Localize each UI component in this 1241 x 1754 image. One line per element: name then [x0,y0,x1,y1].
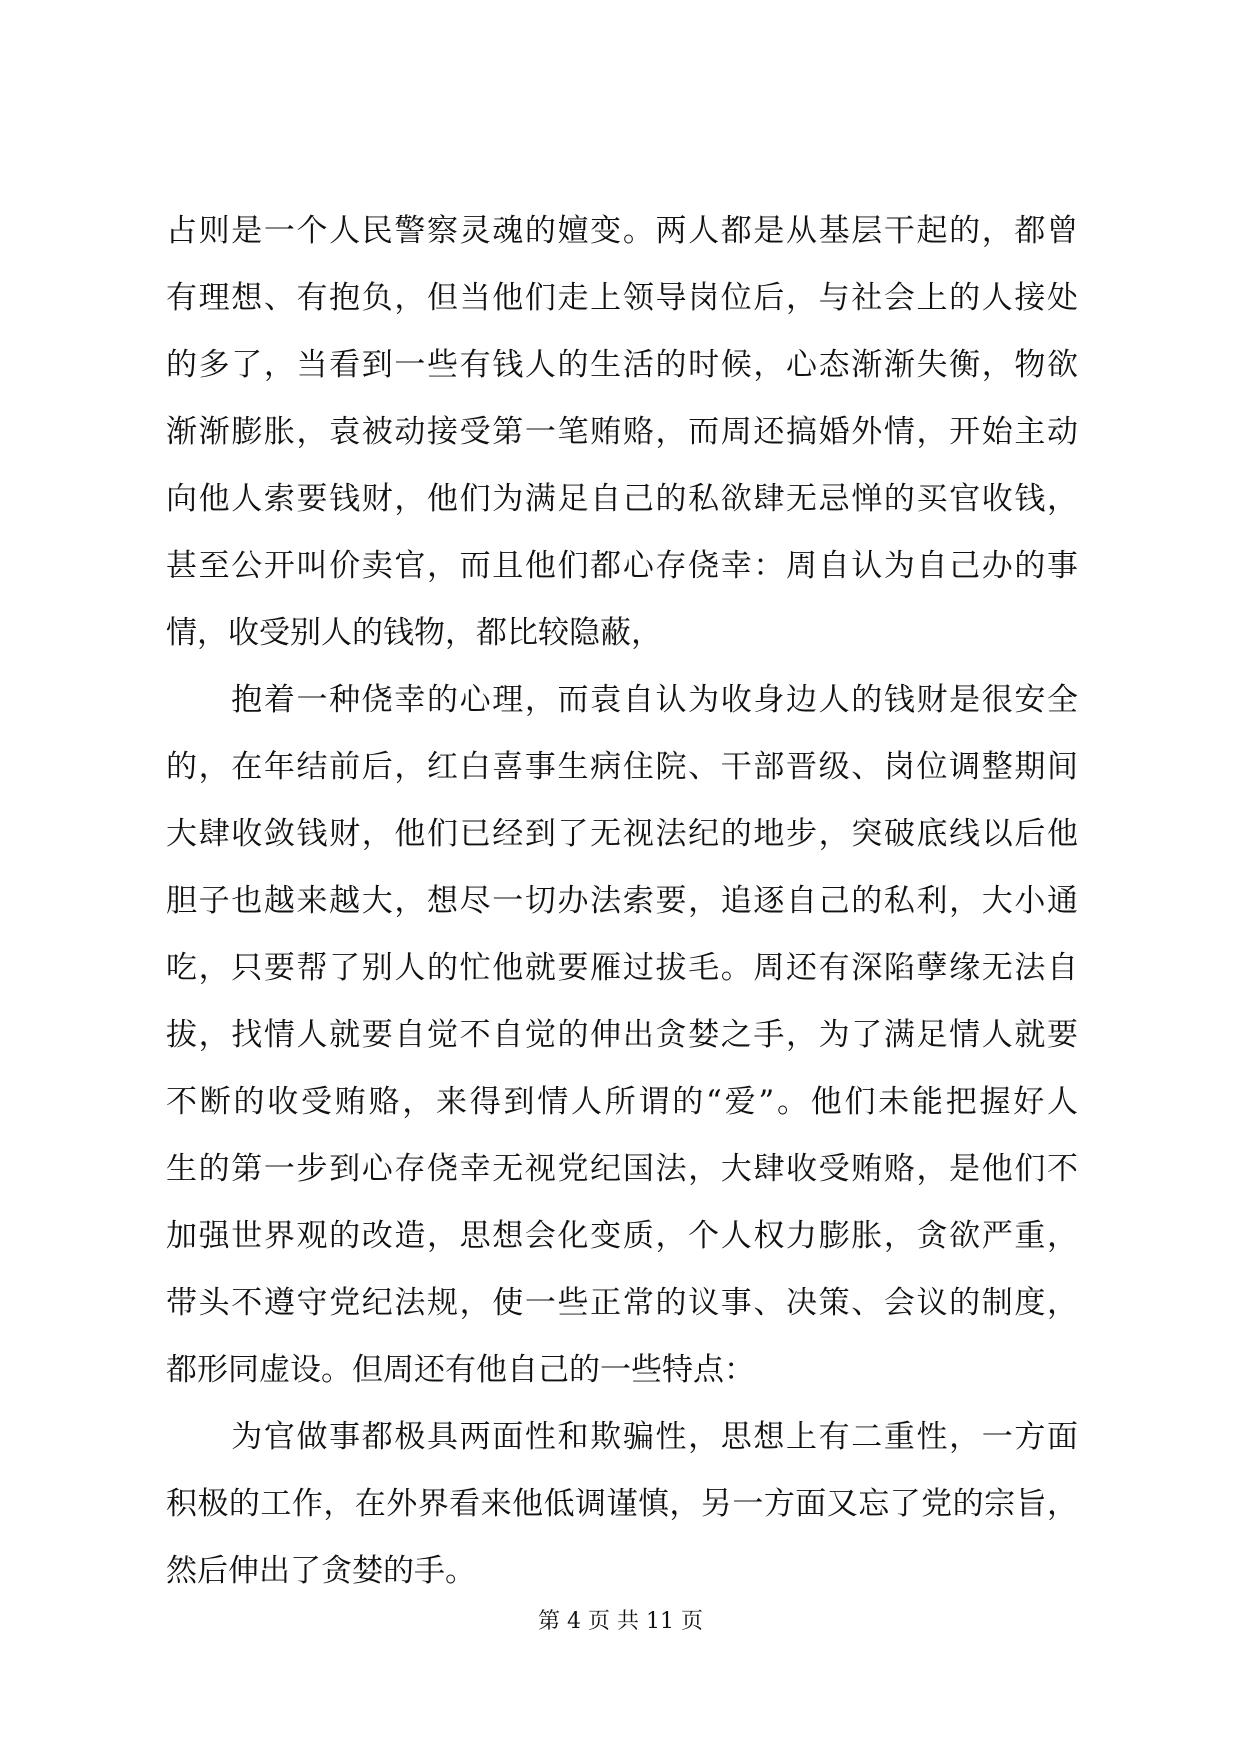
text-line: 的，在年结前后，红白喜事生病住院、干部晋级、岗位调整期间 [166,749,1078,785]
text-line: 甚至公开叫价卖官，而且他们都心存侥幸：周自认为自己办的事 [166,548,1078,584]
text-line: 情，收受别人的钱物，都比较隐蔽， [166,615,662,651]
text-line: 向他人索要钱财，他们为满足自己的私欲肆无忌惮的买官收钱， [166,481,1078,517]
text-line: 吃，只要帮了别人的忙他就要雁过拔毛。周还有深陷孽缘无法自 [166,950,1078,986]
text-line: 的多了，当看到一些有钱人的生活的时候，心态渐渐失衡，物欲 [166,347,1078,383]
text-line: 带头不遵守党纪法规，使一些正常的议事、决策、会议的制度， [166,1285,1078,1321]
text-line: 占则是一个人民警察灵魂的嬗变。两人都是从基层干起的，都曾 [166,213,1078,249]
text-line: 不断的收受贿赂，来得到情人所谓的“爱”。他们未能把握好人 [166,1084,1078,1120]
text-line: 胆子也越来越大，想尽一切办法索要，追逐自己的私利，大小通 [166,883,1078,919]
page-footer: 第 4 页 共 11 页 [538,1609,703,1634]
text-line: 积极的工作，在外界看来他低调谨慎，另一方面又忘了党的宗旨， [166,1486,1078,1522]
text-line: 然后伸出了贪婪的手。 [166,1553,476,1589]
text-line: 为官做事都极具两面性和欺骗性，思想上有二重性，一方面 [166,1419,1078,1455]
text-line: 拔，找情人就要自觉不自觉的伸出贪婪之手，为了满足情人就要 [166,1017,1078,1053]
text-line: 有理想、有抱负，但当他们走上领导岗位后，与社会上的人接处 [166,280,1078,316]
text-line: 都形同虚设。但周还有他自己的一些特点： [166,1352,755,1388]
text-line: 加强世界观的改造，思想会化变质，个人权力膨胀，贪欲严重， [166,1218,1078,1254]
text-line: 大肆收敛钱财，他们已经到了无视法纪的地步，突破底线以后他 [166,816,1078,852]
text-line: 渐渐膨胀，袁被动接受第一笔贿赂，而周还搞婚外情，开始主动 [166,414,1078,450]
text-line: 生的第一步到心存侥幸无视党纪国法，大肆收受贿赂，是他们不 [166,1151,1078,1187]
text-line: 抱着一种侥幸的心理，而袁自认为收身边人的钱财是很安全 [166,682,1078,718]
body-text [166,198,1078,1605]
